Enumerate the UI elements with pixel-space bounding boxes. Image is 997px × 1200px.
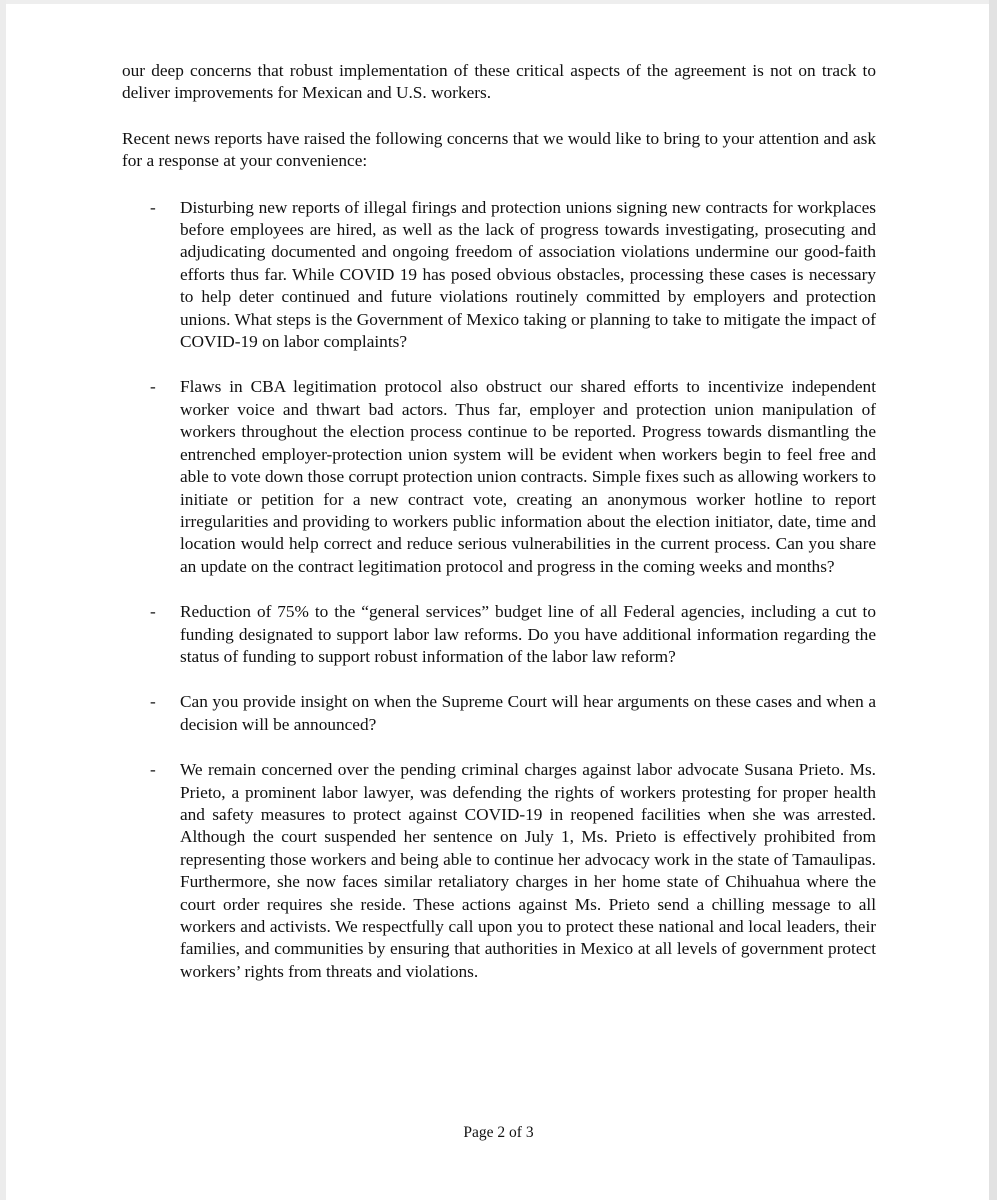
list-item bbox=[122, 197, 876, 354]
list-item bbox=[122, 691, 876, 736]
concerns-lead-paragraph: Recent news reports have raised the following concerns that we would like to bring to your attention and ask for a response at your convenience: bbox=[122, 128, 876, 171]
dash-bullet: - bbox=[150, 692, 156, 712]
list-item-text: Flaws in CBA legitimation protocol also obstruct our shared efforts to incentivize independent worker voice and thwart bad actors. Thus far, employer and protection union manipulation of workers throughout the election process continue to be reported. Progress towards dismantling the entrenched employer-protection union system will be evident when workers begin to feel free and able to vote down those corrupt protection union contracts. Simple fixes such as allowing workers to initiate or petition for a new contract vote, creating an anonymous worker hotline to report irregularities and providing to workers public information about the election initiator, date, time and location would help correct and reduce serious vulnerabilities in the current process. Can you share an update on the contract legitimation protocol and progress in the coming weeks and months? bbox=[180, 377, 876, 576]
dash-bullet: - bbox=[150, 602, 156, 622]
dash-bullet: - bbox=[150, 760, 156, 780]
page-number-footer: Page 2 of 3 bbox=[463, 1124, 534, 1141]
list-item-text: We remain concerned over the pending criminal charges against labor advocate Susana Prieto. Ms. Prieto, a prominent labor lawyer, was defending the rights of workers protesting for proper health and safety measures to protect against COVID-19 in reopened facilities when she was arrested. Although the court suspended her sentence on July 1, Ms. Prieto is effectively prohibited from representing those workers and being able to continue her advocacy work in the state of Tamaulipas. Furthermore, she now faces similar retaliatory charges in her home state of Chihuahua where the court order requires she reside. These actions against Ms. Prieto send a chilling message to all workers and activists. We respectfully call upon you to protect these national and local leaders, their families, and communities by ensuring that authorities in Mexico at all levels of government protect workers’ rights from threats and violations. bbox=[180, 760, 876, 981]
page-edge-right bbox=[989, 0, 997, 1200]
list-item-text: Reduction of 75% to the “general services” budget line of all Federal agencies, including a cut to funding designated to support labor law reforms. Do you have additional information regarding the status of funding to support robust information of the labor law reform? bbox=[180, 602, 876, 666]
list-item bbox=[122, 376, 876, 578]
list-item-text: Can you provide insight on when the Supreme Court will hear arguments on these cases and when a decision will be announced? bbox=[180, 692, 876, 734]
intro-paragraph: our deep concerns that robust implementation of these critical aspects of the agreement is not on track to deliver improvements for Mexican and U.S. workers. bbox=[122, 61, 876, 103]
dash-bullet: - bbox=[150, 197, 156, 217]
list-item bbox=[122, 759, 876, 983]
list-item-text: Disturbing new reports of illegal firings and protection unions signing new contracts for workplaces before employees are hired, as well as the lack of progress towards investigating, prosecuting and adjudicating documented and ongoing freedom of association violations undermine our good-faith efforts thus far. While COVID 19 has posed obvious obstacles, processing these cases is necessary to help deter continued and future violations routinely committed by employers and protection unions. What steps is the Government of Mexico taking or planning to take to mitigate the impact of COVID-19 on labor complaints? bbox=[180, 197, 876, 352]
list-item bbox=[122, 601, 876, 668]
dash-bullet: - bbox=[150, 377, 156, 397]
letter-body bbox=[122, 60, 876, 1006]
page-edge-top bbox=[0, 0, 997, 4]
concerns-list bbox=[122, 197, 876, 984]
page-edge-left bbox=[0, 0, 6, 1200]
